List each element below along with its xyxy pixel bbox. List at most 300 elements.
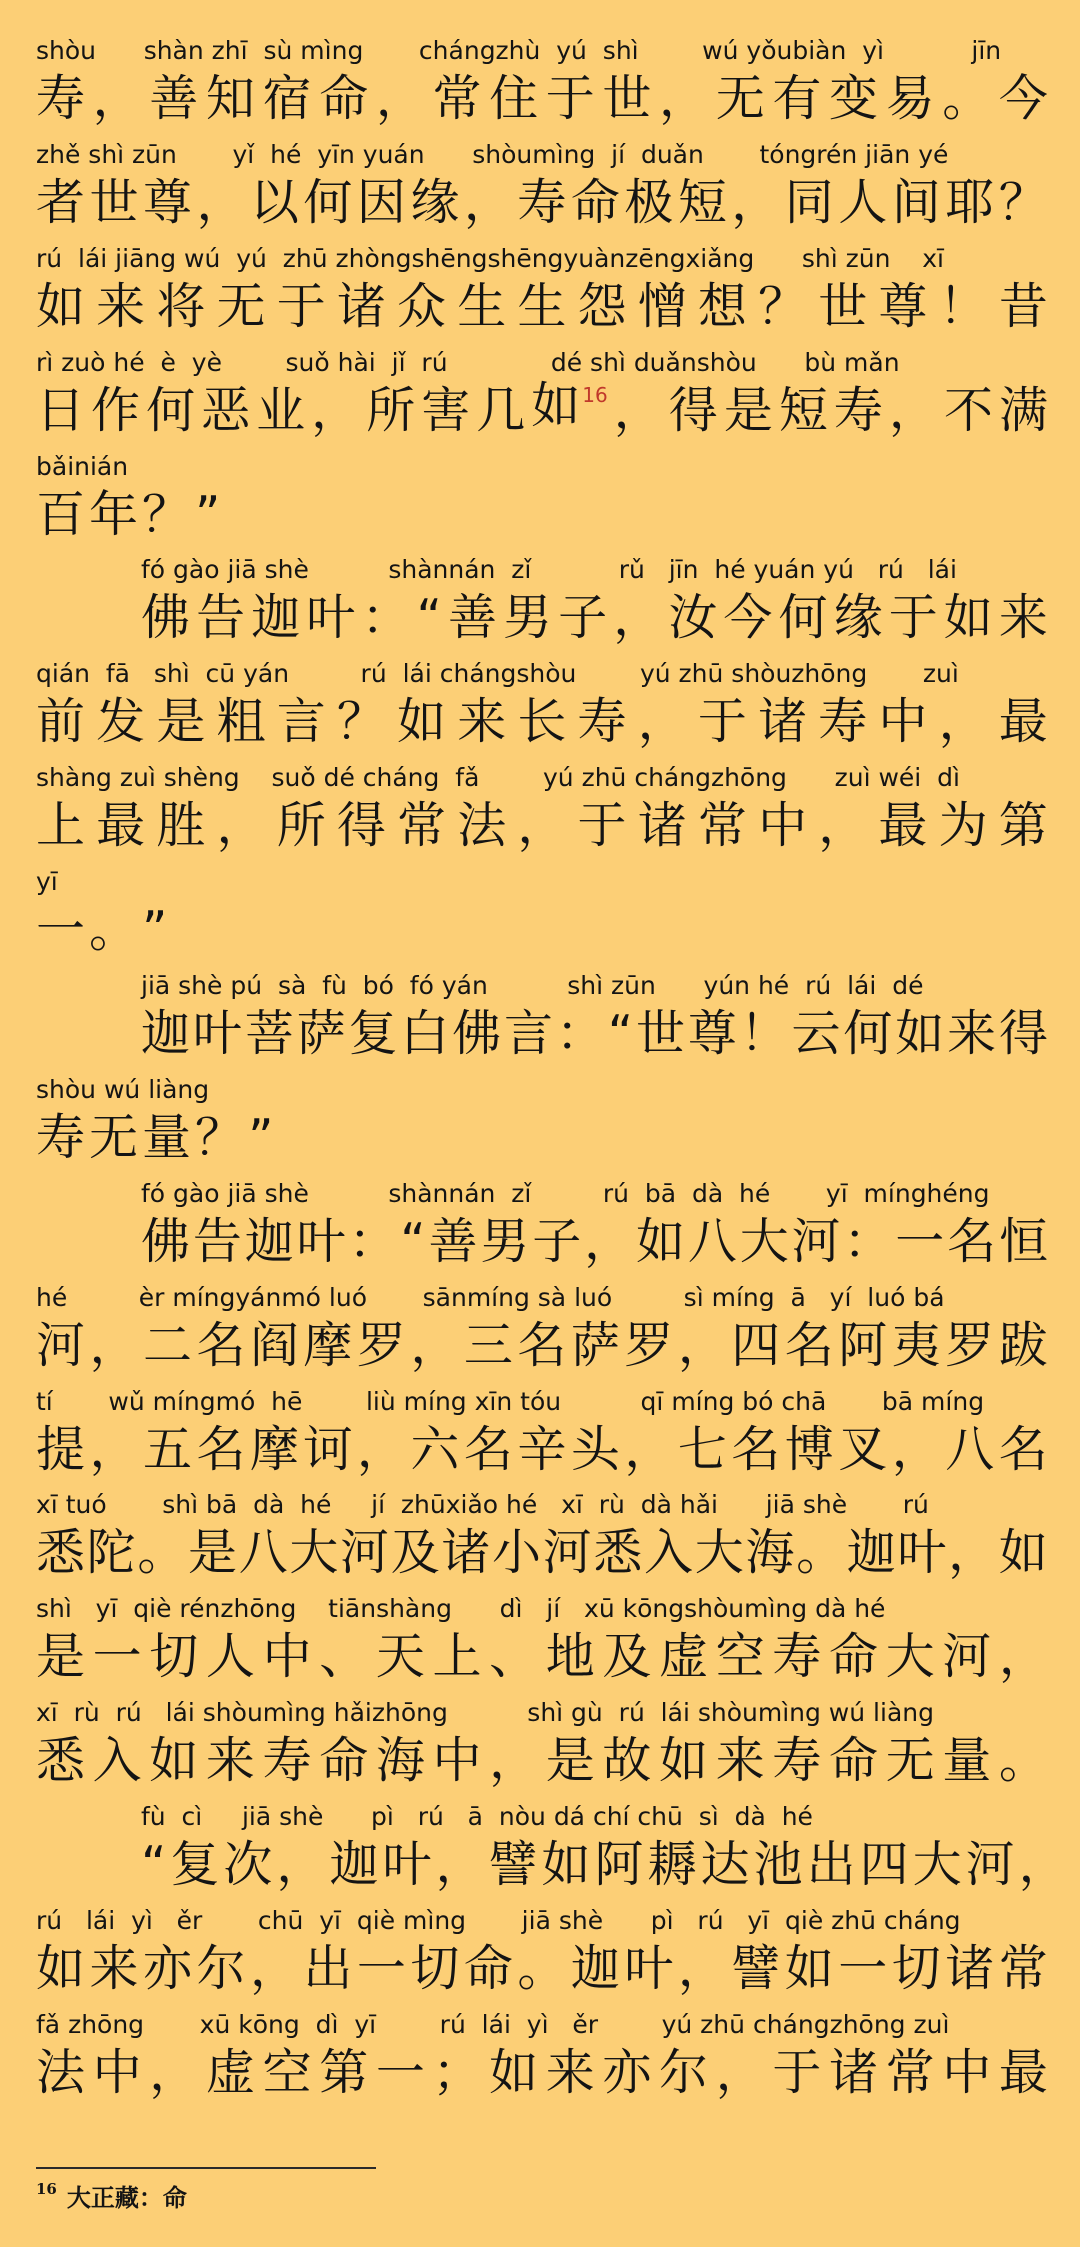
- text-line: [36, 971, 1048, 1075]
- hanzi-char: 想: [697, 277, 747, 335]
- hanzi-char: 叶: [192, 1005, 242, 1063]
- hanzi-char: 命: [319, 70, 369, 127]
- hanzi-char: 耨: [647, 1836, 697, 1894]
- hanzi-char: 常: [998, 1940, 1048, 1998]
- hanzi-char: 名: [196, 1316, 246, 1374]
- hanzi-char: 八: [238, 1524, 288, 1582]
- pinyin-row: rú lái jiāng wú yú zhū zhòngshēngshēngyuànzēngxiǎng shì zūn xī: [36, 243, 945, 273]
- hanzi-char: 上: [36, 797, 86, 855]
- hanzi-char: 池: [753, 1836, 803, 1894]
- pinyin-row: fù cì jiā shè pì rú ā nòu dá chí chū sì dà hé: [141, 1802, 813, 1832]
- hanzi-char: 如: [149, 1732, 199, 1790]
- hanzi-char: 于: [772, 2043, 822, 2101]
- hanzi-char: 诸: [828, 2043, 878, 2101]
- pinyin-row: shì yī qiè rénzhōng tiānshàng dì jí xū kōngshòumìng dà hé: [36, 1594, 886, 1624]
- hanzi-char: 及: [390, 1524, 440, 1582]
- hanzi-char: 害: [421, 381, 471, 439]
- hanzi-char: 同: [784, 173, 834, 231]
- hanzi-row: [36, 66, 1048, 132]
- hanzi-char: 悉: [36, 1524, 86, 1582]
- hanzi-char: 复: [348, 1005, 398, 1063]
- hanzi-char: 头: [570, 1420, 620, 1478]
- hanzi-char: ，: [715, 2043, 765, 2101]
- text-line: [36, 1387, 1048, 1491]
- hanzi-char: 胜: [156, 797, 206, 855]
- hanzi-char: 。: [137, 1524, 187, 1582]
- hanzi-char: 是: [156, 693, 206, 751]
- hanzi-char: 于: [545, 70, 595, 127]
- hanzi-char: 譬: [731, 1940, 781, 1998]
- hanzi-char: 常: [885, 2043, 935, 2101]
- hanzi-char: 阎: [249, 1316, 299, 1374]
- hanzi-char: ，: [584, 1212, 634, 1270]
- hanzi-char: 空: [262, 2043, 312, 2101]
- hanzi-char: 住: [489, 70, 539, 127]
- hanzi-char: 子: [532, 1212, 582, 1270]
- hanzi-char: 寿: [772, 1732, 822, 1790]
- text-line: [36, 1698, 1048, 1802]
- hanzi-char: 诸: [441, 1524, 491, 1582]
- text-line: [36, 244, 1048, 348]
- hanzi-char: ，: [311, 381, 361, 439]
- hanzi-char: 海: [375, 1732, 425, 1790]
- hanzi-char: ！: [938, 277, 988, 335]
- hanzi-char: 大: [739, 1212, 789, 1270]
- hanzi-row: [36, 378, 1048, 444]
- hanzi-char: 切: [410, 1940, 460, 1998]
- hanzi-char: ，: [659, 70, 709, 127]
- hanzi-row: [141, 1209, 1048, 1275]
- hanzi-char: 如: [36, 277, 86, 335]
- hanzi-char: 法: [457, 797, 507, 855]
- hanzi-char: 所: [276, 797, 326, 855]
- hanzi-char: 生: [457, 277, 507, 335]
- hanzi-row: [141, 585, 1048, 651]
- pinyin-row: hé èr míngyánmó luó sānmíng sà luó sì míng ā yí luó bá: [36, 1282, 945, 1312]
- hanzi-char: 名: [463, 1420, 513, 1478]
- hanzi-char: ，: [637, 693, 687, 751]
- hanzi-char: 名: [998, 1420, 1048, 1478]
- hanzi-char: 上: [432, 1628, 482, 1686]
- hanzi-char: 命: [570, 173, 620, 231]
- hanzi-char: ，: [731, 173, 781, 231]
- hanzi-char: “: [400, 1212, 426, 1270]
- hanzi-char: 昔: [998, 277, 1048, 335]
- hanzi-char: 虚: [659, 1628, 709, 1686]
- hanzi-char: 最: [878, 797, 928, 855]
- hanzi-char: 菩: [244, 1005, 294, 1063]
- hanzi-char: 诸: [336, 277, 386, 335]
- hanzi-char: ？: [195, 1108, 245, 1166]
- hanzi-char: 摩: [249, 1420, 299, 1478]
- hanzi-char: 诸: [637, 797, 687, 855]
- hanzi-char: 今: [723, 589, 773, 647]
- footnote-ref[interactable]: 16: [582, 383, 608, 408]
- hanzi-char: 最: [998, 2043, 1048, 2101]
- pinyin-row: xī tuó shì bā dà hé jí zhūxiǎo hé xī rù dà hǎi jiā shè rú: [36, 1490, 929, 1520]
- hanzi-char: 一: [36, 901, 86, 959]
- hanzi-char: 来: [715, 1732, 765, 1790]
- hanzi-char: 法: [36, 2043, 86, 2101]
- hanzi-char: 二: [142, 1316, 192, 1374]
- hanzi-char: ，: [818, 797, 868, 855]
- hanzi-char: 人: [205, 1628, 255, 1686]
- hanzi-char: 河: [340, 1524, 390, 1582]
- hanzi-char: 人: [838, 173, 888, 231]
- hanzi-char: 名: [731, 1420, 781, 1478]
- hanzi-row: [36, 2040, 1048, 2106]
- hanzi-char: 如 $^{16}$: [531, 377, 608, 435]
- scripture-page: [36, 36, 1068, 2114]
- pinyin-row: tí wǔ míngmó hē liù míng xīn tóu qī míng bó chā bā míng: [36, 1386, 985, 1416]
- hanzi-row: [36, 1313, 1048, 1379]
- hanzi-char: 于: [577, 797, 627, 855]
- hanzi-char: ：: [361, 589, 411, 647]
- hanzi-char: 以: [249, 173, 299, 231]
- text-line: [36, 140, 1048, 244]
- hanzi-char: 粗: [216, 693, 266, 751]
- hanzi-char: ，: [1018, 1836, 1068, 1894]
- hanzi-char: 命: [828, 1732, 878, 1790]
- hanzi-char: 憎: [637, 277, 687, 335]
- hanzi-char: 譬: [488, 1836, 538, 1894]
- pinyin-row: shàng zuì shèng suǒ dé cháng fǎ yú zhū chángzhōng zuì wéi dì: [36, 763, 960, 793]
- footnote-divider: [36, 2167, 376, 2169]
- hanzi-char: 善: [447, 589, 497, 647]
- hanzi-char: 善: [428, 1212, 478, 1270]
- hanzi-row: [36, 274, 1048, 340]
- hanzi-char: 于: [697, 693, 747, 751]
- hanzi-char: 世: [818, 277, 868, 335]
- hanzi-char: 佛: [141, 589, 191, 647]
- hanzi-char: 来: [545, 2043, 595, 2101]
- pinyin-row: yī: [36, 867, 58, 897]
- pinyin-row: jiā shè pú sà fù bó fó yán shì zūn yún hé rú lái dé: [141, 971, 924, 1001]
- hanzi-char: 男: [480, 1212, 530, 1270]
- hanzi-char: 何: [778, 589, 828, 647]
- hanzi-char: 言: [276, 693, 326, 751]
- hanzi-char: 河: [542, 1524, 592, 1582]
- hanzi-char: 知: [205, 70, 255, 127]
- hanzi-char: 因: [356, 173, 406, 231]
- hanzi-char: 、: [489, 1628, 539, 1686]
- hanzi-char: 常: [432, 70, 482, 127]
- hanzi-char: 辛: [517, 1420, 567, 1478]
- text-line: [36, 1179, 1048, 1283]
- pinyin-row: fǎ zhōng xū kōng dì yī rú lái yì ěr yú zhū chángzhōng zuì: [36, 2009, 950, 2039]
- hanzi-char: 中: [432, 1732, 482, 1790]
- pinyin-row: bǎinián: [36, 451, 129, 481]
- hanzi-char: ，: [677, 1316, 727, 1374]
- hanzi-char: 海: [745, 1524, 795, 1582]
- hanzi-char: 量: [942, 1732, 992, 1790]
- hanzi-char: ，: [613, 589, 663, 647]
- pinyin-row: xī rù rú lái shòumìng hǎizhōng shì gù rú lái shòumìng wú liàng: [36, 1698, 934, 1728]
- hanzi-char: 作: [91, 381, 141, 439]
- hanzi-char: 天: [375, 1628, 425, 1686]
- hanzi-char: 恶: [201, 381, 251, 439]
- hanzi-char: 陀: [86, 1524, 136, 1582]
- hanzi-char: 发: [96, 693, 146, 751]
- hanzi-char: 得: [668, 381, 718, 439]
- hanzi-char: 一: [375, 2043, 425, 2101]
- hanzi-char: 日: [36, 381, 86, 439]
- hanzi-char: 河: [791, 1212, 841, 1270]
- text-line: [36, 1283, 1048, 1387]
- text-line: [36, 2010, 1048, 2114]
- hanzi-char: 几: [476, 381, 526, 439]
- text-line: [36, 1906, 1048, 2010]
- hanzi-char: 佛: [452, 1005, 502, 1063]
- hanzi-char: 诸: [758, 693, 808, 751]
- footnote-number: 16: [36, 2180, 57, 2198]
- hanzi-char: 白: [400, 1005, 450, 1063]
- hanzi-char: 悉: [593, 1524, 643, 1582]
- hanzi-row: [36, 1520, 1048, 1586]
- hanzi-char: ，: [998, 1628, 1048, 1686]
- hanzi-char: 四: [731, 1316, 781, 1374]
- hanzi-char: 长: [517, 693, 567, 751]
- hanzi-char: 迦: [846, 1524, 896, 1582]
- hanzi-char: ，: [196, 173, 246, 231]
- hanzi-char: ，: [149, 2043, 199, 2101]
- hanzi-char: 复: [170, 1836, 220, 1894]
- hanzi-char: 。: [942, 70, 992, 127]
- hanzi-char: 跋: [998, 1316, 1048, 1374]
- hanzi-char: 世: [89, 173, 139, 231]
- hanzi-char: 年: [89, 485, 139, 543]
- hanzi-row: [36, 897, 1048, 963]
- hanzi-char: 今: [998, 70, 1048, 127]
- hanzi-char: 切: [149, 1628, 199, 1686]
- hanzi-char: 。: [796, 1524, 846, 1582]
- hanzi-char: 于: [276, 277, 326, 335]
- hanzi-char: ，: [463, 173, 513, 231]
- hanzi-char: 中: [758, 797, 808, 855]
- hanzi-char: ？: [758, 277, 808, 335]
- hanzi-char: 尊: [687, 1005, 737, 1063]
- hanzi-char: 宿: [262, 70, 312, 127]
- hanzi-char: 告: [192, 1212, 242, 1270]
- hanzi-char: 尔: [196, 1940, 246, 1998]
- hanzi-char: ，: [216, 797, 266, 855]
- hanzi-char: 言: [504, 1005, 554, 1063]
- pinyin-row: shòu wú liàng: [36, 1074, 210, 1104]
- hanzi-char: 中: [942, 2043, 992, 2101]
- hanzi-char: 叶: [624, 1940, 674, 1998]
- hanzi-char: 众: [397, 277, 447, 335]
- hanzi-char: 最: [96, 797, 146, 855]
- hanzi-char: 何: [843, 1005, 893, 1063]
- hanzi-char: 变: [828, 70, 878, 127]
- hanzi-char: 地: [545, 1628, 595, 1686]
- hanzi-char: 业: [256, 381, 306, 439]
- hanzi-char: 虚: [205, 2043, 255, 2101]
- hanzi-char: ，: [938, 693, 988, 751]
- hanzi-char: 出: [806, 1836, 856, 1894]
- hanzi-char: 命: [319, 1732, 369, 1790]
- hanzi-char: 寿: [517, 173, 567, 231]
- hanzi-char: ，: [888, 381, 938, 439]
- hanzi-char: 。: [517, 1940, 567, 1998]
- hanzi-char: 汝: [668, 589, 718, 647]
- text-line: [36, 36, 1048, 140]
- hanzi-char: 来: [457, 693, 507, 751]
- hanzi-row: [36, 793, 1048, 859]
- hanzi-char: 夷: [891, 1316, 941, 1374]
- hanzi-char: 三: [463, 1316, 513, 1374]
- hanzi-char: ，: [410, 1316, 460, 1374]
- hanzi-char: ：: [348, 1212, 398, 1270]
- hanzi-char: 短: [778, 381, 828, 439]
- hanzi-char: 易: [885, 70, 935, 127]
- hanzi-char: 出: [303, 1940, 353, 1998]
- hanzi-char: ，: [276, 1836, 326, 1894]
- hanzi-char: ”: [195, 485, 221, 543]
- hanzi-char: 何: [146, 381, 196, 439]
- hanzi-char: 者: [36, 173, 86, 231]
- hanzi-char: 七: [677, 1420, 727, 1478]
- hanzi-char: 常: [697, 797, 747, 855]
- hanzi-char: ，: [517, 797, 567, 855]
- hanzi-char: 迦: [141, 1005, 191, 1063]
- hanzi-char: 缘: [410, 173, 460, 231]
- hanzi-char: 迦: [329, 1836, 379, 1894]
- hanzi-char: 诸: [945, 1940, 995, 1998]
- hanzi-char: 百: [36, 485, 86, 543]
- hanzi-char: 、: [319, 1628, 369, 1686]
- hanzi-row: [36, 1728, 1048, 1794]
- hanzi-char: ，: [489, 1732, 539, 1790]
- hanzi-char: 命: [828, 1628, 878, 1686]
- hanzi-char: 是: [723, 381, 773, 439]
- hanzi-char: ：: [555, 1005, 605, 1063]
- hanzi-char: 如: [541, 1836, 591, 1894]
- hanzi-char: 次: [223, 1836, 273, 1894]
- hanzi-char: 。: [89, 901, 139, 959]
- hanzi-char: 最: [998, 693, 1048, 751]
- hanzi-row: [36, 1105, 1048, 1171]
- hanzi-char: 如: [895, 1005, 945, 1063]
- hanzi-char: 达: [700, 1836, 750, 1894]
- hanzi-char: 为: [938, 797, 988, 855]
- hanzi-char: 寿: [772, 1628, 822, 1686]
- text-line: [36, 1594, 1048, 1698]
- hanzi-char: 。: [998, 1732, 1048, 1790]
- hanzi-char: 罗: [624, 1316, 674, 1374]
- hanzi-char: 八: [945, 1420, 995, 1478]
- hanzi-char: ，: [356, 1420, 406, 1478]
- hanzi-char: 短: [677, 173, 727, 231]
- hanzi-char: 来: [998, 589, 1048, 647]
- hanzi-char: 尔: [659, 2043, 709, 2101]
- hanzi-char: “: [416, 589, 442, 647]
- text-line: [36, 452, 1048, 556]
- hanzi-char: 如: [998, 1524, 1048, 1582]
- hanzi-char: ”: [142, 901, 168, 959]
- hanzi-row: [36, 1624, 1048, 1690]
- hanzi-char: ？: [142, 485, 192, 543]
- hanzi-row: [36, 689, 1048, 755]
- hanzi-char: 寿: [36, 70, 86, 127]
- hanzi-char: 迦: [244, 1212, 294, 1270]
- hanzi-char: 阿: [838, 1316, 888, 1374]
- hanzi-char: 入: [92, 1732, 142, 1790]
- pinyin-row: shòu shàn zhī sù mìng chángzhù yú shì wú yǒubiàn yì jīn: [36, 36, 1002, 65]
- hanzi-char: 所: [366, 381, 416, 439]
- hanzi-char: 无: [885, 1732, 935, 1790]
- hanzi-char: 将: [156, 277, 206, 335]
- hanzi-char: 是: [36, 1628, 86, 1686]
- hanzi-char: 无: [715, 70, 765, 127]
- hanzi-char: 命: [463, 1940, 513, 1998]
- pinyin-row: rì zuò hé è yè suǒ hài jǐ rú dé shì duǎnshòu bù mǎn: [36, 347, 900, 377]
- hanzi-char: 第: [998, 797, 1048, 855]
- hanzi-char: ！: [739, 1005, 789, 1063]
- hanzi-char: 中: [878, 693, 928, 751]
- hanzi-char: 罗: [356, 1316, 406, 1374]
- hanzi-char: 来: [947, 1005, 997, 1063]
- hanzi-char: 善: [149, 70, 199, 127]
- hanzi-char: 罗: [945, 1316, 995, 1374]
- hanzi-char: 满: [998, 381, 1048, 439]
- hanzi-char: 如: [489, 2043, 539, 2101]
- hanzi-char: 如: [784, 1940, 834, 1998]
- hanzi-char: ，: [948, 1524, 998, 1582]
- hanzi-char: 叉: [838, 1420, 888, 1478]
- hanzi-char: 四: [859, 1836, 909, 1894]
- hanzi-char: 诃: [303, 1420, 353, 1478]
- hanzi-char: 佛: [141, 1212, 191, 1270]
- hanzi-char: 亦: [602, 2043, 652, 2101]
- hanzi-char: ，: [249, 1940, 299, 1998]
- hanzi-char: 六: [410, 1420, 460, 1478]
- hanzi-char: 常: [397, 797, 447, 855]
- hanzi-char: 悉: [36, 1732, 86, 1790]
- footnote: [36, 2178, 187, 2213]
- hanzi-row: [36, 170, 1048, 236]
- hanzi-char: 空: [715, 1628, 765, 1686]
- hanzi-char: 五: [142, 1420, 192, 1478]
- hanzi-char: 如: [659, 1732, 709, 1790]
- footnote-text: 大正藏：命: [66, 2183, 187, 2212]
- hanzi-char: 如: [943, 589, 993, 647]
- hanzi-char: 河: [965, 1836, 1015, 1894]
- hanzi-char: 一: [838, 1940, 888, 1998]
- hanzi-char: 中: [262, 1628, 312, 1686]
- hanzi-char: “: [141, 1836, 167, 1894]
- hanzi-char: 耶: [945, 173, 995, 231]
- hanzi-char: 摩: [303, 1316, 353, 1374]
- hanzi-char: ？: [998, 173, 1048, 231]
- hanzi-char: 迦: [570, 1940, 620, 1998]
- hanzi-char: 来: [96, 277, 146, 335]
- hanzi-char: 恒: [998, 1212, 1048, 1270]
- hanzi-char: 来: [89, 1940, 139, 1998]
- hanzi-char: 叶: [306, 589, 356, 647]
- hanzi-char: 叶: [897, 1524, 947, 1582]
- hanzi-char: ”: [248, 1108, 274, 1166]
- text-line: [36, 1075, 1048, 1179]
- hanzi-row: [36, 482, 1048, 548]
- hanzi-char: ，: [435, 1836, 485, 1894]
- text-line: [36, 555, 1048, 659]
- hanzi-char: 是: [545, 1732, 595, 1790]
- hanzi-char: 及: [602, 1628, 652, 1686]
- pinyin-row: zhě shì zūn yǐ hé yīn yuán shòumìng jí duǎn tóngrén jiān yé: [36, 139, 949, 169]
- hanzi-char: 怨: [577, 277, 627, 335]
- hanzi-char: 尊: [142, 173, 192, 231]
